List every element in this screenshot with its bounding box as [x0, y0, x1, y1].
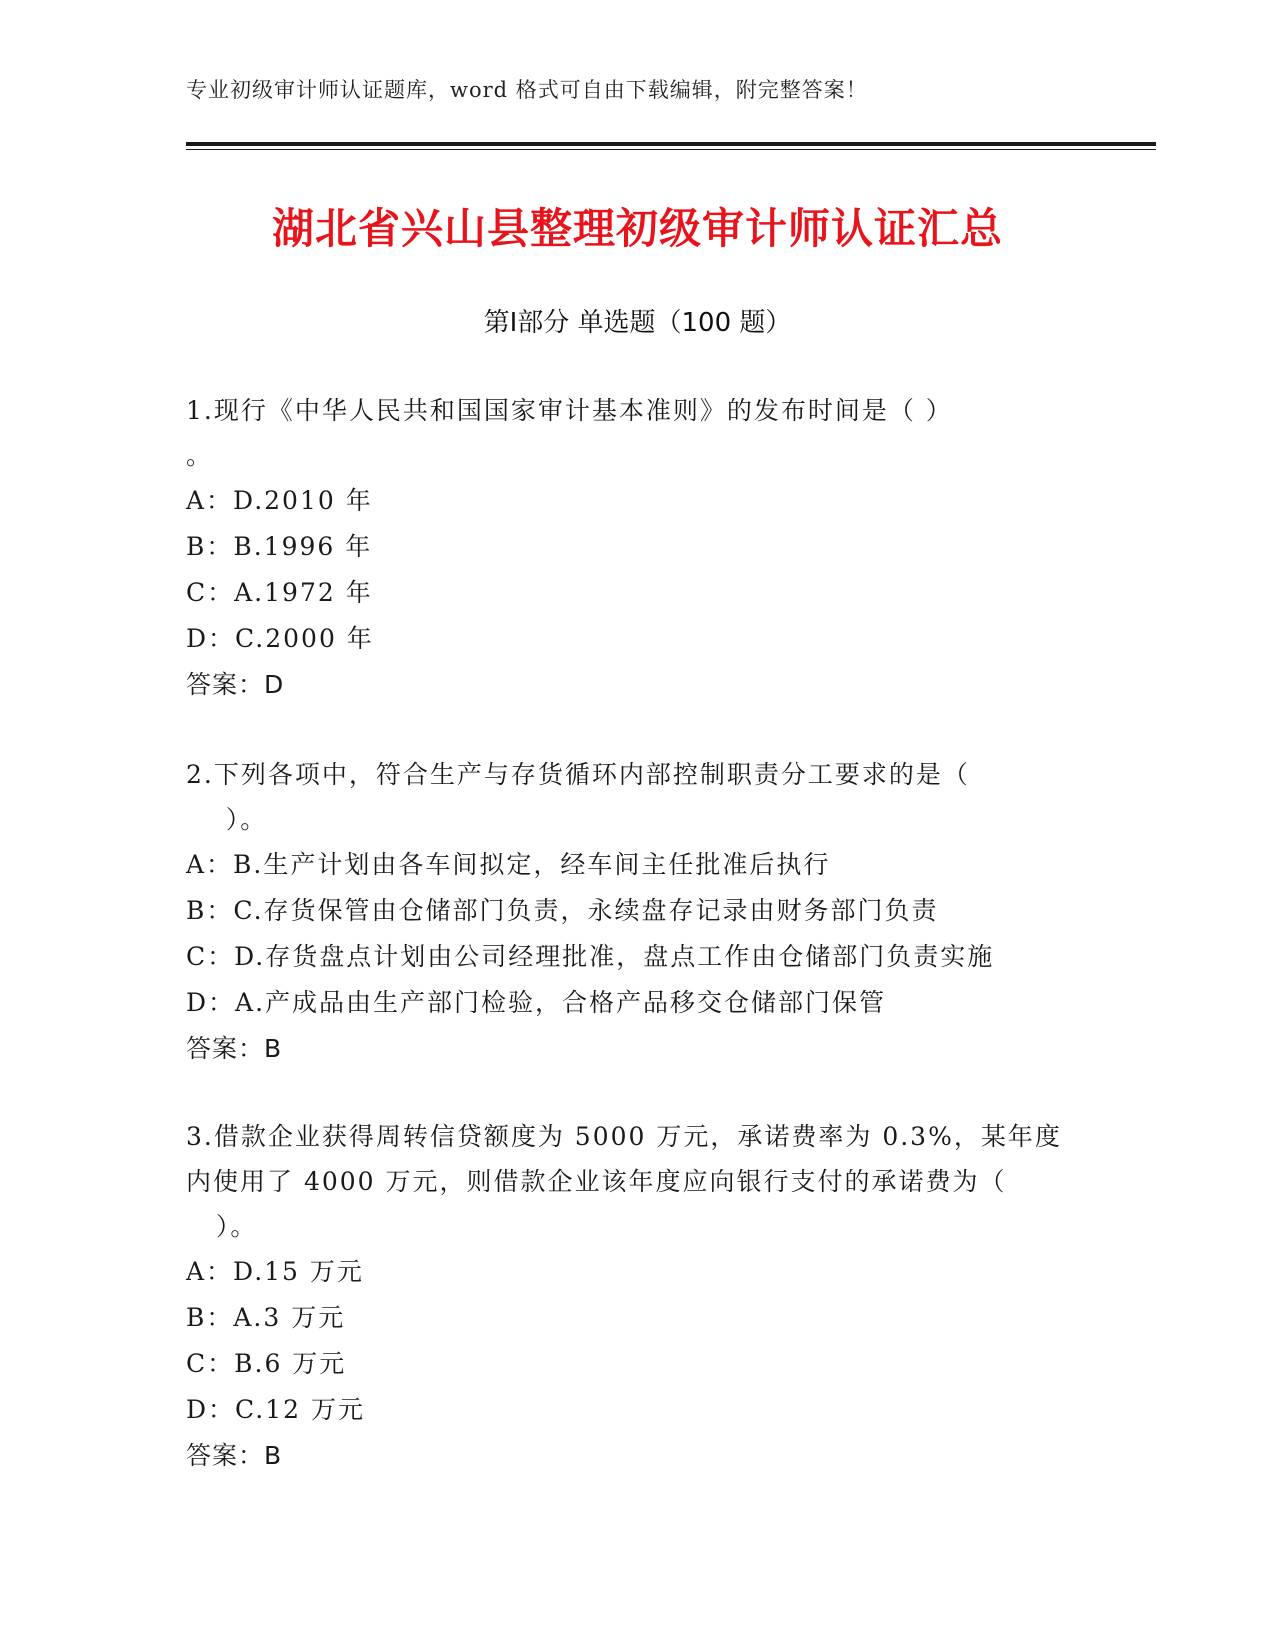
header-divider-thin — [186, 149, 1156, 150]
option-d: D：C.12 万元 — [186, 1395, 365, 1424]
option-a: A：D.2010 年 — [186, 486, 373, 515]
header-note: 专业初级审计师认证题库，word 格式可自由下载编辑，附完整答案！ — [186, 78, 868, 102]
question-stem-line: 。 — [186, 441, 214, 470]
option-a: A：B.生产计划由各车间拟定，经车间主任批准后执行 — [186, 850, 831, 879]
option-a: A：D.15 万元 — [186, 1257, 364, 1286]
option-c: C：A.1972 年 — [186, 578, 373, 607]
section-heading: 第Ⅰ部分 单选题（100 题） — [483, 308, 792, 338]
question-stem-line: 内使用了 4000 万元，则借款企业该年度应向银行支付的承诺费为（ — [186, 1167, 1007, 1196]
document-title: 湖北省兴山县整理初级审计师认证汇总 — [271, 204, 1003, 253]
header-divider — [186, 142, 1156, 146]
question-1 — [186, 388, 1086, 708]
option-c: C：B.6 万元 — [186, 1349, 347, 1378]
question-stem — [186, 1114, 1086, 1249]
question-stem-line: 1.现行《中华人民共和国国家审计基本准则》的发布时间是（ ） — [186, 396, 953, 425]
question-3 — [186, 1114, 1086, 1479]
option-b: B：B.1996 年 — [186, 532, 373, 561]
option-b: B：C.存货保管由仓储部门负责，永续盘存记录由财务部门负责 — [186, 896, 939, 925]
option-d: D：C.2000 年 — [186, 624, 374, 653]
question-stem — [186, 752, 1086, 842]
answer: 答案：D — [186, 670, 285, 699]
answer: 答案：B — [186, 1034, 283, 1063]
answer: 答案：B — [186, 1441, 283, 1470]
option-c: C：D.存货盘点计划由公司经理批准，盘点工作由仓储部门负责实施 — [186, 942, 995, 971]
question-stem-line: ）。 — [186, 1212, 258, 1241]
option-d: D：A.产成品由生产部门检验，合格产品移交仓储部门保管 — [186, 988, 887, 1017]
question-2 — [186, 752, 1086, 1072]
question-stem-line: 2.下列各项中，符合生产与存货循环内部控制职责分工要求的是（ — [186, 760, 970, 789]
question-stem — [186, 388, 1086, 478]
option-b: B：A.3 万元 — [186, 1303, 346, 1332]
question-stem-line: ）。 — [186, 805, 268, 834]
question-stem-line: 3.借款企业获得周转信贷额度为 5000 万元，承诺费率为 0.3%，某年度 — [186, 1122, 1062, 1151]
